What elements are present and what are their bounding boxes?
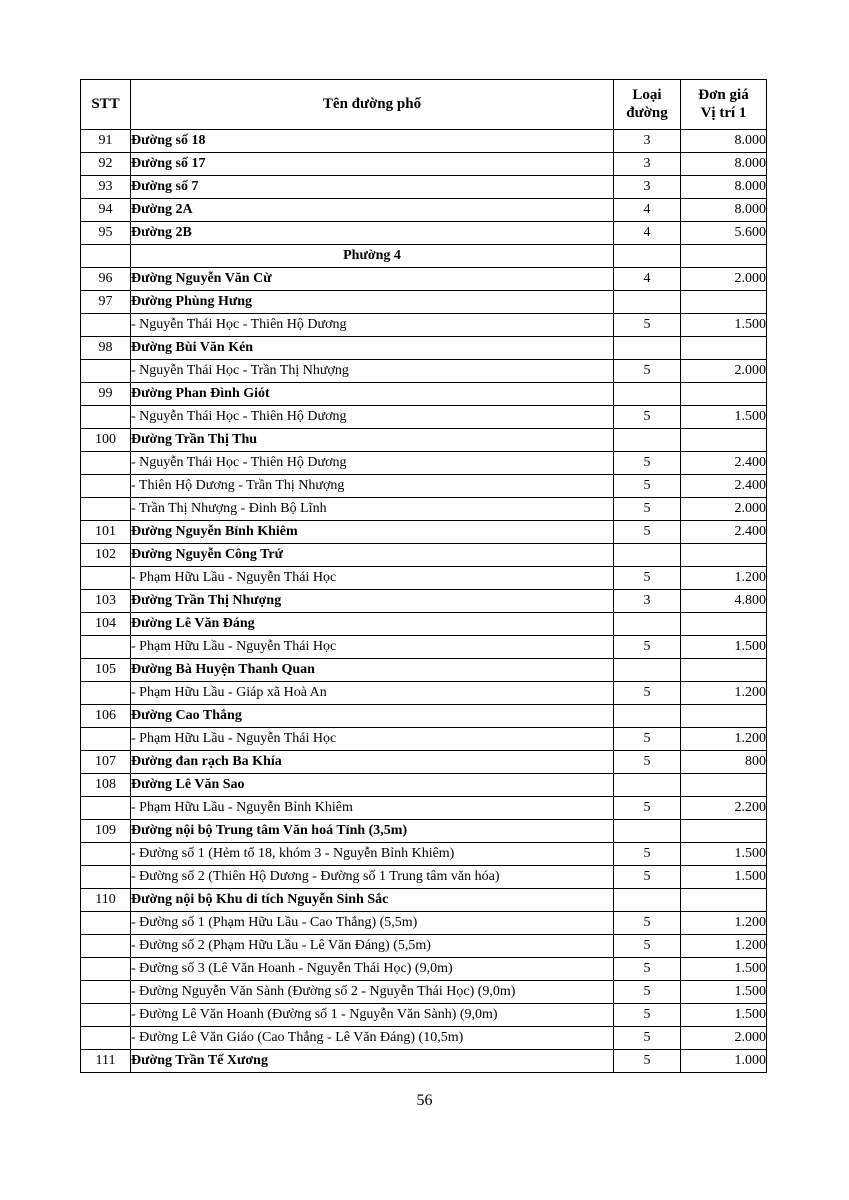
name-cell: Đường Nguyễn Bỉnh Khiêm <box>131 521 614 544</box>
price-cell: 8.000 <box>681 176 767 199</box>
street-row <box>81 889 767 912</box>
street-row <box>81 521 767 544</box>
stt-cell: 97 <box>81 291 131 314</box>
type-cell: 5 <box>614 406 681 429</box>
type-cell <box>614 774 681 797</box>
name-cell: Đường Trần Thị Thu <box>131 429 614 452</box>
type-cell: 5 <box>614 1004 681 1027</box>
type-cell <box>614 613 681 636</box>
type-cell: 5 <box>614 636 681 659</box>
segment-row <box>81 475 767 498</box>
type-cell <box>614 337 681 360</box>
type-cell: 5 <box>614 498 681 521</box>
price-cell <box>681 337 767 360</box>
type-cell: 5 <box>614 728 681 751</box>
street-row <box>81 1050 767 1073</box>
name-cell: Đường Nguyễn Công Trứ <box>131 544 614 567</box>
stt-cell <box>81 406 131 429</box>
stt-cell <box>81 958 131 981</box>
stt-cell: 101 <box>81 521 131 544</box>
price-cell: 8.000 <box>681 199 767 222</box>
type-cell: 5 <box>614 751 681 774</box>
segment-row <box>81 567 767 590</box>
type-cell: 3 <box>614 153 681 176</box>
price-cell: 2.000 <box>681 1027 767 1050</box>
segment-row <box>81 958 767 981</box>
stt-cell <box>81 636 131 659</box>
type-cell: 4 <box>614 222 681 245</box>
stt-cell: 92 <box>81 153 131 176</box>
stt-cell: 98 <box>81 337 131 360</box>
name-cell: Đường Phùng Hưng <box>131 291 614 314</box>
stt-cell: 106 <box>81 705 131 728</box>
stt-cell: 102 <box>81 544 131 567</box>
name-cell: Đường số 17 <box>131 153 614 176</box>
name-cell: Đường Lê Văn Sao <box>131 774 614 797</box>
street-row <box>81 613 767 636</box>
street-row <box>81 176 767 199</box>
price-cell: 5.600 <box>681 222 767 245</box>
stt-cell <box>81 866 131 889</box>
price-cell: 1.500 <box>681 314 767 337</box>
stt-cell: 111 <box>81 1050 131 1073</box>
price-cell: 1.500 <box>681 981 767 1004</box>
price-cell: 1.200 <box>681 912 767 935</box>
type-cell: 5 <box>614 866 681 889</box>
stt-cell: 99 <box>81 383 131 406</box>
name-cell: Đường nội bộ Khu di tích Nguyễn Sinh Sắc <box>131 889 614 912</box>
price-cell: 1.000 <box>681 1050 767 1073</box>
street-price-table <box>80 79 767 1073</box>
segment-row <box>81 728 767 751</box>
stt-cell <box>81 682 131 705</box>
type-cell: 5 <box>614 360 681 383</box>
street-row <box>81 130 767 153</box>
stt-cell <box>81 843 131 866</box>
type-cell: 4 <box>614 199 681 222</box>
price-cell: 1.200 <box>681 567 767 590</box>
type-cell: 5 <box>614 452 681 475</box>
name-cell: Đường nội bộ Trung tâm Văn hoá Tỉnh (3,5m) <box>131 820 614 843</box>
type-cell: 5 <box>614 935 681 958</box>
stt-cell: 103 <box>81 590 131 613</box>
segment-row <box>81 1004 767 1027</box>
type-cell <box>614 659 681 682</box>
segment-row <box>81 1027 767 1050</box>
name-cell: - Nguyễn Thái Học - Trần Thị Nhượng <box>131 360 614 383</box>
stt-cell <box>81 452 131 475</box>
type-cell: 5 <box>614 567 681 590</box>
name-cell: - Đường số 2 (Phạm Hữu Lầu - Lê Văn Đáng) (5,5m) <box>131 935 614 958</box>
street-row <box>81 774 767 797</box>
stt-cell <box>81 314 131 337</box>
header-street-type: Loại đường <box>614 80 681 130</box>
name-cell: - Thiên Hộ Dương - Trần Thị Nhượng <box>131 475 614 498</box>
name-cell: - Đường số 1 (Phạm Hữu Lầu - Cao Thắng) (5,5m) <box>131 912 614 935</box>
stt-cell: 93 <box>81 176 131 199</box>
name-cell: Đường số 18 <box>131 130 614 153</box>
segment-row <box>81 636 767 659</box>
price-cell: 2.000 <box>681 360 767 383</box>
street-row <box>81 590 767 613</box>
price-cell: 1.200 <box>681 935 767 958</box>
name-cell: Đường Trần Thị Nhượng <box>131 590 614 613</box>
name-cell: - Đường số 2 (Thiên Hộ Dương - Đường số 1 Trung tâm văn hóa) <box>131 866 614 889</box>
segment-row <box>81 912 767 935</box>
type-cell: 5 <box>614 797 681 820</box>
street-row <box>81 544 767 567</box>
stt-cell <box>81 912 131 935</box>
stt-cell <box>81 1004 131 1027</box>
stt-cell <box>81 475 131 498</box>
stt-cell: 100 <box>81 429 131 452</box>
section-row <box>81 245 767 268</box>
name-cell: Đường Lê Văn Đáng <box>131 613 614 636</box>
street-row <box>81 199 767 222</box>
header-stt: STT <box>81 80 131 130</box>
price-cell <box>681 383 767 406</box>
stt-cell: 107 <box>81 751 131 774</box>
price-cell <box>681 774 767 797</box>
price-cell: 2.400 <box>681 475 767 498</box>
type-cell <box>614 544 681 567</box>
price-cell <box>681 245 767 268</box>
street-row <box>81 751 767 774</box>
name-cell: Đường Bùi Văn Kén <box>131 337 614 360</box>
price-cell: 2.000 <box>681 498 767 521</box>
price-cell: 1.500 <box>681 636 767 659</box>
type-cell <box>614 889 681 912</box>
stt-cell <box>81 245 131 268</box>
price-cell: 1.500 <box>681 866 767 889</box>
name-cell: Đường Bà Huyện Thanh Quan <box>131 659 614 682</box>
type-cell <box>614 245 681 268</box>
price-cell: 2.400 <box>681 521 767 544</box>
type-cell <box>614 291 681 314</box>
name-cell: Đường đan rạch Ba Khía <box>131 751 614 774</box>
price-cell: 1.500 <box>681 843 767 866</box>
name-cell: - Nguyễn Thái Học - Thiên Hộ Dương <box>131 452 614 475</box>
price-cell: 1.500 <box>681 958 767 981</box>
name-cell: Phường 4 <box>131 245 614 268</box>
name-cell: Đường Trần Tế Xương <box>131 1050 614 1073</box>
price-cell <box>681 889 767 912</box>
table-body <box>81 130 767 1073</box>
price-cell <box>681 613 767 636</box>
name-cell: - Đường Lê Văn Hoanh (Đường số 1 - Nguyễn Văn Sành) (9,0m) <box>131 1004 614 1027</box>
name-cell: - Phạm Hữu Lầu - Giáp xã Hoà An <box>131 682 614 705</box>
name-cell: - Nguyễn Thái Học - Thiên Hộ Dương <box>131 314 614 337</box>
page-number: 56 <box>416 1092 433 1109</box>
name-cell: Đường Cao Thắng <box>131 705 614 728</box>
type-cell: 5 <box>614 981 681 1004</box>
segment-row <box>81 360 767 383</box>
name-cell: Đường 2A <box>131 199 614 222</box>
stt-cell: 109 <box>81 820 131 843</box>
segment-row <box>81 981 767 1004</box>
segment-row <box>81 797 767 820</box>
stt-cell <box>81 567 131 590</box>
price-cell: 2.400 <box>681 452 767 475</box>
stt-cell <box>81 981 131 1004</box>
stt-cell: 91 <box>81 130 131 153</box>
segment-row <box>81 843 767 866</box>
type-cell <box>614 820 681 843</box>
type-cell: 3 <box>614 130 681 153</box>
name-cell: Đường Phan Đình Giót <box>131 383 614 406</box>
type-cell <box>614 705 681 728</box>
stt-cell <box>81 498 131 521</box>
segment-row <box>81 314 767 337</box>
price-cell <box>681 544 767 567</box>
street-row <box>81 659 767 682</box>
type-cell: 3 <box>614 590 681 613</box>
header-street-name: Tên đường phố <box>131 80 614 130</box>
type-cell: 5 <box>614 475 681 498</box>
price-cell <box>681 820 767 843</box>
stt-cell <box>81 728 131 751</box>
type-cell <box>614 429 681 452</box>
type-cell: 3 <box>614 176 681 199</box>
stt-cell: 104 <box>81 613 131 636</box>
name-cell: - Phạm Hữu Lầu - Nguyễn Thái Học <box>131 728 614 751</box>
street-row <box>81 383 767 406</box>
price-cell: 2.200 <box>681 797 767 820</box>
street-row <box>81 222 767 245</box>
street-row <box>81 705 767 728</box>
stt-cell <box>81 360 131 383</box>
type-cell: 5 <box>614 843 681 866</box>
segment-row <box>81 682 767 705</box>
name-cell: - Trần Thị Nhượng - Đinh Bộ Lĩnh <box>131 498 614 521</box>
price-cell: 1.500 <box>681 406 767 429</box>
price-cell <box>681 429 767 452</box>
street-row <box>81 153 767 176</box>
type-cell: 5 <box>614 958 681 981</box>
price-cell <box>681 705 767 728</box>
segment-row <box>81 935 767 958</box>
name-cell: - Đường số 1 (Hẻm tổ 18, khóm 3 - Nguyễn Bỉnh Khiêm) <box>131 843 614 866</box>
price-cell: 800 <box>681 751 767 774</box>
price-cell: 2.000 <box>681 268 767 291</box>
header-unit-price: Đơn giá Vị trí 1 <box>681 80 767 130</box>
price-cell: 1.200 <box>681 728 767 751</box>
stt-cell: 96 <box>81 268 131 291</box>
name-cell: - Phạm Hữu Lầu - Nguyễn Bỉnh Khiêm <box>131 797 614 820</box>
street-row <box>81 268 767 291</box>
stt-cell: 105 <box>81 659 131 682</box>
type-cell: 5 <box>614 1027 681 1050</box>
type-cell: 4 <box>614 268 681 291</box>
street-row <box>81 820 767 843</box>
name-cell: - Phạm Hữu Lầu - Nguyễn Thái Học <box>131 636 614 659</box>
stt-cell: 95 <box>81 222 131 245</box>
stt-cell: 108 <box>81 774 131 797</box>
price-cell: 4.800 <box>681 590 767 613</box>
name-cell: - Đường Lê Văn Giáo (Cao Thắng - Lê Văn Đáng) (10,5m) <box>131 1027 614 1050</box>
street-row <box>81 291 767 314</box>
street-row <box>81 337 767 360</box>
segment-row <box>81 452 767 475</box>
price-cell: 1.200 <box>681 682 767 705</box>
type-cell: 5 <box>614 314 681 337</box>
name-cell: - Phạm Hữu Lầu - Nguyễn Thái Học <box>131 567 614 590</box>
price-cell <box>681 291 767 314</box>
segment-row <box>81 498 767 521</box>
name-cell: Đường Nguyễn Văn Cừ <box>131 268 614 291</box>
stt-cell <box>81 1027 131 1050</box>
price-cell: 8.000 <box>681 130 767 153</box>
type-cell <box>614 383 681 406</box>
type-cell: 5 <box>614 1050 681 1073</box>
table-header-row <box>81 80 767 130</box>
stt-cell <box>81 797 131 820</box>
name-cell: - Đường số 3 (Lê Văn Hoanh - Nguyễn Thái Học) (9,0m) <box>131 958 614 981</box>
type-cell: 5 <box>614 521 681 544</box>
price-cell: 8.000 <box>681 153 767 176</box>
stt-cell: 110 <box>81 889 131 912</box>
type-cell: 5 <box>614 682 681 705</box>
price-cell: 1.500 <box>681 1004 767 1027</box>
name-cell: Đường số 7 <box>131 176 614 199</box>
name-cell: Đường 2B <box>131 222 614 245</box>
name-cell: - Nguyễn Thái Học - Thiên Hộ Dương <box>131 406 614 429</box>
segment-row <box>81 406 767 429</box>
stt-cell <box>81 935 131 958</box>
name-cell: - Đường Nguyễn Văn Sành (Đường số 2 - Nguyễn Thái Học) (9,0m) <box>131 981 614 1004</box>
price-cell <box>681 659 767 682</box>
stt-cell: 94 <box>81 199 131 222</box>
segment-row <box>81 866 767 889</box>
type-cell: 5 <box>614 912 681 935</box>
street-row <box>81 429 767 452</box>
